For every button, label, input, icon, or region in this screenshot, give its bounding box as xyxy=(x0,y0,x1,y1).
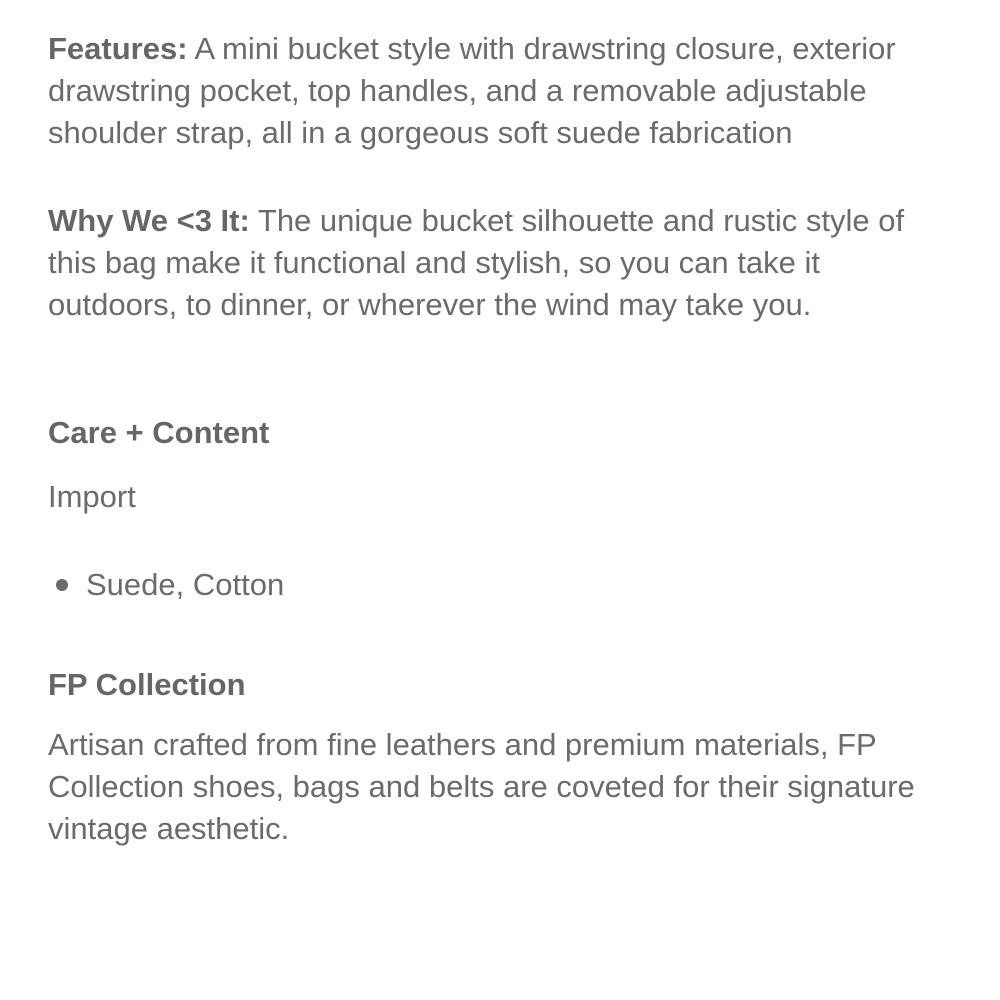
care-content-heading: Care + Content xyxy=(48,415,270,450)
features-text: A mini bucket style with drawstring closure, exterior drawstring pocket, top handles, and a removable adjustable shoulder strap, all in a gorgeous soft suede fabrication xyxy=(48,31,896,150)
why-we-love-it-text: The unique bucket silhouette and rustic style of this bag make it functional and stylish, so you can take it outdoors, to dinner, or wherever the wind may take you. xyxy=(48,203,905,322)
fp-collection-text: Artisan crafted from fine leathers and premium materials, FP Collection shoes, bags and belts are coveted for their signature vintage aesthetic. xyxy=(48,727,915,846)
list-item xyxy=(48,564,948,606)
material-text: Suede, Cotton xyxy=(86,567,285,602)
features-label: Features: xyxy=(48,31,188,66)
why-we-love-it-label: Why We <3 It: xyxy=(48,203,250,238)
product-details xyxy=(48,28,948,850)
import-text: Import xyxy=(48,479,136,514)
features-paragraph xyxy=(48,28,948,154)
fp-collection-heading: FP Collection xyxy=(48,667,246,702)
bullet-icon xyxy=(56,579,68,591)
materials-list xyxy=(48,564,948,606)
why-we-love-it-paragraph xyxy=(48,200,948,326)
